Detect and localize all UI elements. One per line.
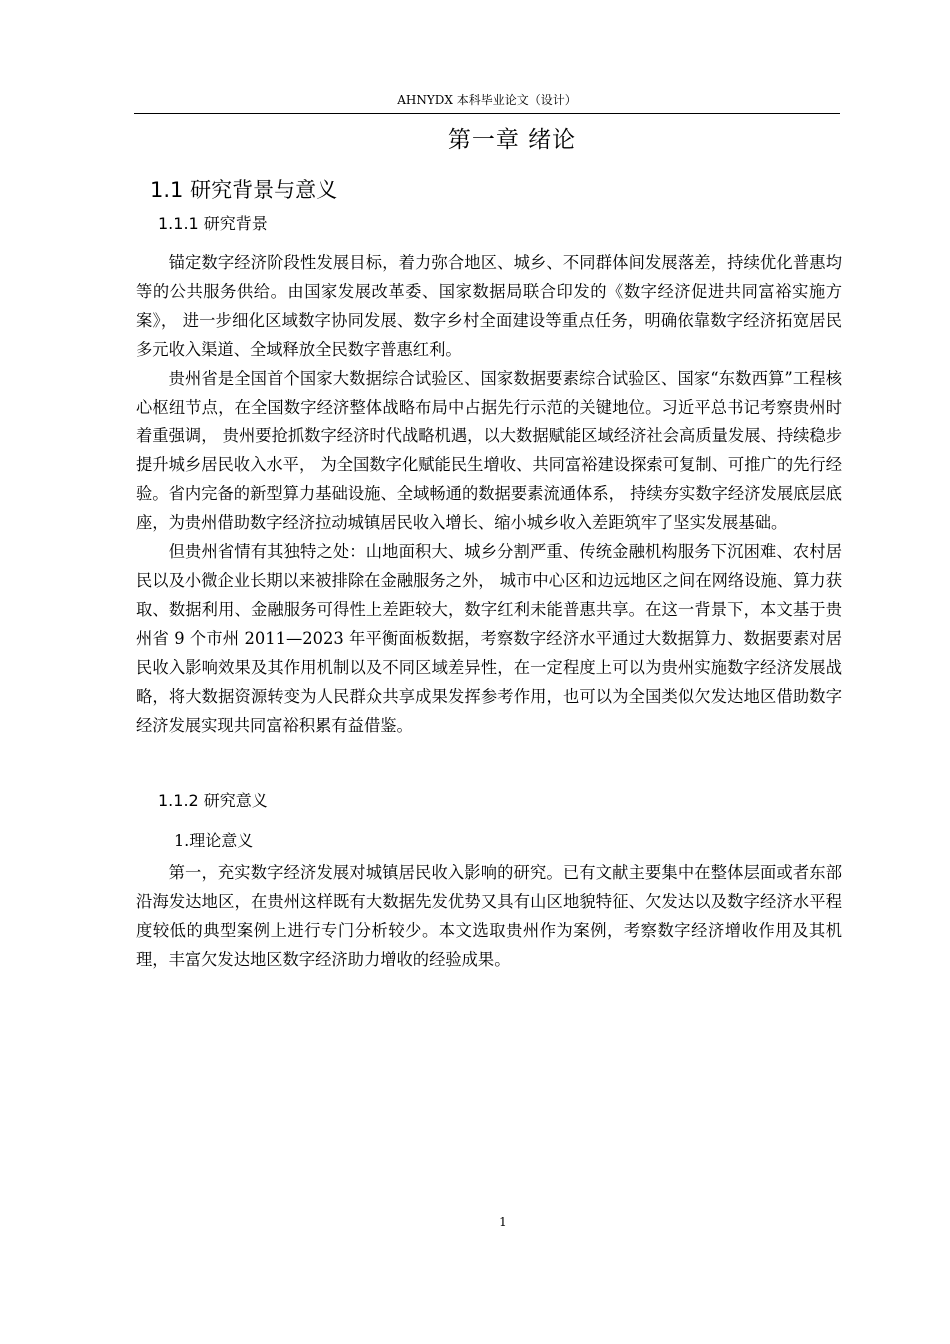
research-significance-body bbox=[136, 859, 842, 975]
header-rule bbox=[134, 113, 840, 114]
running-header: AHNYDX 本科毕业论文（设计） bbox=[397, 93, 577, 107]
section-heading-1-1-1: 1.1.1 研究背景 bbox=[158, 214, 268, 233]
body-paragraph: 但贵州省情有其独特之处：山地面积大、城乡分割严重、传统金融机构服务下沉困难、农村居民以及小微企业长期以来被排除在金融服务之外， 城市中心区和边远地区之间在网络设施、算力获取、数据利用、金融服务可得性上差距较大，数字红利未能普惠共享。在这一背景下，本文基于贵州省 9 个市州 2011—2023 年平衡面板数据，考察数字经济水平通过大数据算力、数据要素对居民收入影响效果及其作用机制以及不同区域差异性，在一定程度上可以为贵州实施数字经济发展战略，将大数据资源转变为人民群众共享成果发挥参考作用，也可以为全国类似欠发达地区借助数字经济发展实现共同富裕积累有益借鉴。 bbox=[136, 542, 842, 735]
body-paragraph: 贵州省是全国首个国家大数据综合试验区、国家数据要素综合试验区、国家“东数西算”工程核心枢纽节点，在全国数字经济整体战略布局中占据先行示范的关键地位。习近平总书记考察贵州时着重强调， 贵州要抢抓数字经济时代战略机遇，以大数据赋能区域经济社会高质量发展、持续稳步提升城乡居民收入水平， 为全国数字化赋能民生增收、共同富裕建设探索可复制、可推广的先行经验。省内完备的新型算力基础设施、全域畅通的数据要素流通体系， 持续夯实数字经济发展底层底座，为贵州借助数字经济拉动城镇居民收入增长、缩小城乡收入差距筑牢了坚实发展基础。 bbox=[136, 368, 842, 533]
research-background-body bbox=[136, 249, 842, 740]
body-paragraph: 锚定数字经济阶段性发展目标，着力弥合地区、城乡、不同群体间发展落差，持续优化普惠均等的公共服务供给。由国家发展改革委、国家数据局联合印发的《数字经济促进共同富裕实施方案》， 进一步细化区域数字协同发展、数字乡村全面建设等重点任务，明确依靠数字经济拓宽居民多元收入渠道、全域释放全民数字普惠红利。 bbox=[136, 253, 842, 359]
chapter-title: 第一章 绪论 bbox=[447, 127, 577, 153]
theoretical-significance-heading: 1.理论意义 bbox=[174, 831, 254, 850]
section-heading-1-1-2: 1.1.2 研究意义 bbox=[158, 791, 268, 810]
body-paragraph: 第一，充实数字经济发展对城镇居民收入影响的研究。已有文献主要集中在整体层面或者东部沿海发达地区，在贵州这样既有大数据先发优势又具有山区地貌特征、欠发达以及数字经济水平程度较低的典型案例上进行专门分析较少。本文选取贵州作为案例，考察数字经济增收作用及其机理，丰富欠发达地区数字经济助力增收的经验成果。 bbox=[136, 863, 842, 969]
page-number: 1 bbox=[499, 1215, 507, 1229]
section-heading-1-1: 1.1 研究背景与意义 bbox=[150, 178, 338, 202]
